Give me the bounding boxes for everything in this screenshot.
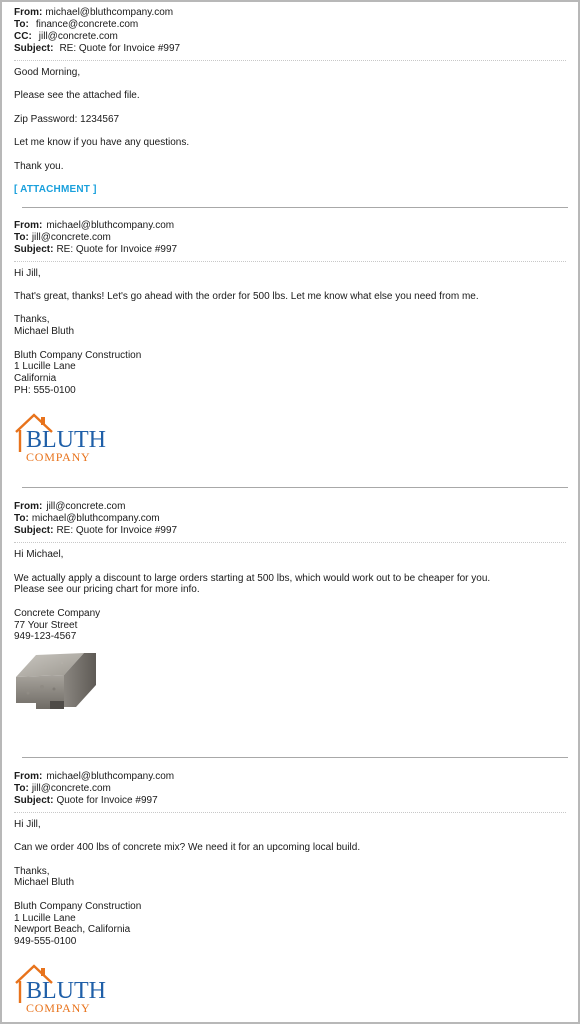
attachment-link[interactable]: [ ATTACHMENT ] (14, 183, 97, 195)
signature-company: Bluth Company Construction (14, 349, 142, 361)
signature-city: Newport Beach, California (14, 924, 131, 936)
signature-company: Bluth Company Construction (14, 900, 142, 912)
message-text: We actually apply a discount to large orders starting at 500 lbs, which would work out to be cheaper for you. (14, 572, 491, 584)
signature-address: 1 Lucille Lane (14, 361, 76, 373)
message-text: Can we order 400 lbs of concrete mix? We need it for an upcoming local build. (14, 842, 361, 854)
signature-address: 77 Your Street (14, 619, 78, 631)
body-line: Let me know if you have any questions. (14, 137, 190, 149)
email-from: From: michael@bluthcompany.com (14, 219, 175, 231)
subject-text: RE: Quote for Invoice #997 (59, 43, 181, 54)
signature-phone: 949-123-4567 (14, 631, 77, 643)
from-address[interactable]: michael@bluthcompany.com (46, 770, 175, 782)
to-address[interactable]: jill@concrete.com (31, 782, 111, 794)
email-to: To: michael@bluthcompany.com (14, 513, 160, 525)
email-message-3 (14, 501, 566, 719)
body-line: Please see the attached file. (14, 90, 140, 102)
email-from: From: jill@concrete.com (14, 501, 126, 513)
signature-phone: 949-555-0100 (14, 935, 77, 947)
email-subject: Subject: RE: Quote for Invoice #997 (14, 525, 178, 537)
bluth-company-logo (14, 406, 114, 466)
header-divider (14, 812, 566, 813)
email-from: From: michael@bluthcompany.com (14, 7, 174, 18)
subject-text: RE: Quote for Invoice #997 (56, 525, 178, 537)
header-divider (14, 60, 566, 61)
email-to: To: jill@concrete.com (14, 231, 111, 243)
header-divider (14, 261, 566, 262)
message-text: Please see our pricing chart for more info. (14, 584, 200, 596)
email-message-2 (14, 220, 566, 467)
email-cc: CC: jill@concrete.com (14, 31, 118, 42)
signature-company: Concrete Company (14, 607, 101, 619)
signature-address: 1 Lucille Lane (14, 912, 76, 924)
sender-name: Michael Bluth (14, 326, 75, 338)
closing-line: Thanks, (14, 314, 50, 326)
logo-word-bluth: BLUTH (26, 977, 106, 1004)
sender-name: Michael Bluth (14, 877, 75, 889)
logo-word-bluth: BLUTH (26, 427, 106, 454)
logo-word-company: COMPANY (26, 450, 91, 465)
email-message-4 (14, 771, 566, 1017)
body-line: Thank you. (14, 160, 64, 172)
email-subject: Subject: Quote for Invoice #997 (14, 794, 158, 806)
closing-line: Thanks, (14, 865, 50, 877)
greeting: Hi Jill, (14, 267, 41, 279)
signature-city: California (14, 372, 57, 384)
to-address[interactable]: finance@concrete.com (35, 19, 139, 30)
email-to: To: jill@concrete.com (14, 782, 111, 794)
message-text: That's great, thanks! Let's go ahead with the order for 500 lbs. Let me know what else you need from me. (14, 291, 479, 303)
greeting: Good Morning, (14, 67, 81, 78)
email-subject: Subject: RE: Quote for Invoice #997 (14, 243, 178, 255)
cc-address[interactable]: jill@concrete.com (38, 31, 118, 42)
subject-text: Quote for Invoice #997 (56, 794, 158, 806)
to-address[interactable]: jill@concrete.com (31, 231, 111, 243)
signature-phone: PH: 555-0100 (14, 384, 76, 396)
from-address[interactable]: jill@concrete.com (46, 501, 126, 513)
email-message-1 (14, 7, 566, 196)
email-to: To: finance@concrete.com (14, 19, 139, 30)
bluth-company-logo (14, 957, 114, 1017)
greeting: Hi Jill, (14, 818, 41, 830)
header-divider (14, 542, 566, 543)
email-subject: Subject: RE: Quote for Invoice #997 (14, 43, 181, 54)
from-address[interactable]: michael@bluthcompany.com (46, 219, 175, 231)
email-from: From: michael@bluthcompany.com (14, 770, 175, 782)
to-address[interactable]: michael@bluthcompany.com (31, 513, 160, 525)
zip-password: Zip Password: 1234567 (14, 113, 120, 125)
greeting: Hi Michael, (14, 549, 64, 561)
concrete-block-image (14, 649, 100, 719)
from-address[interactable]: michael@bluthcompany.com (45, 7, 174, 18)
subject-text: RE: Quote for Invoice #997 (56, 243, 178, 255)
logo-word-company: COMPANY (26, 1000, 91, 1015)
